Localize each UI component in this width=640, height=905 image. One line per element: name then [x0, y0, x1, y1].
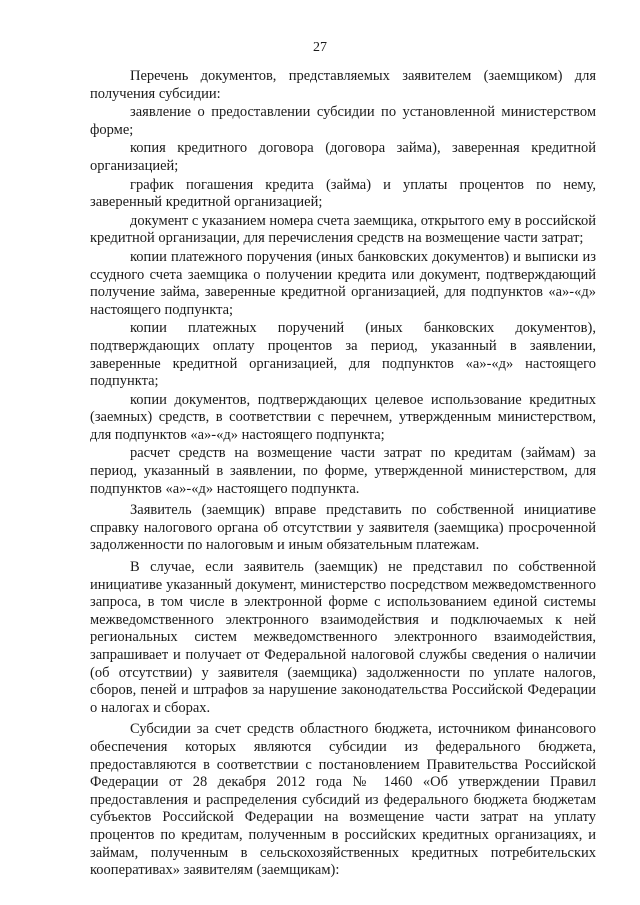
paragraph-payment-order-copies: копии платежного поручения (иных банковских документов) и выписки из ссудного счета заемщика о получении кредита или документ, подтверждающий получение займа, заверенные кредитной организацией, для подпунктов «а»-«д» настоящего подпункта;: [90, 248, 596, 318]
paragraph-credit-agreement-copy: копия кредитного договора (договора займа), заверенная кредитной организацией;: [90, 140, 596, 174]
paragraph-repayment-schedule: график погашения кредита (займа) и уплаты процентов по нему, заверенный кредитной организацией;: [90, 176, 596, 211]
paragraph-target-use-documents: копии документов, подтверждающих целевое использование кредитных (заемных) средств, в соответствии с перечнем, утвержденным министерством, для подпунктов «а»-«д» настоящего подпункта;: [90, 391, 596, 443]
paragraph-tax-certificate: Заявитель (заемщик) вправе представить по собственной инициативе справку налогового органа об отсутствии у заявителя (заемщика) просроченной задолженности по налоговым и иным обязательным платежам.: [90, 502, 596, 554]
paragraph-cost-calculation: расчет средств на возмещение части затрат по кредитам (займам) за период, указанный в заявлении, по форме, утвержденной министерством, для подпунктов «а»-«д» настоящего подпункта.: [90, 445, 596, 497]
paragraph-application: заявление о предоставлении субсидии по установленной министерством форме;: [90, 104, 596, 138]
paragraph-documents-list-intro: Перечень документов, представляемых заявителем (заемщиком) для получения субсидии:: [90, 68, 596, 102]
paragraph-account-document: документ с указанием номера счета заемщика, открытого ему в российской кредитной организации, для перечисления средств на возмещение части затрат;: [90, 212, 596, 247]
paragraph-interagency-request: В случае, если заявитель (заемщик) не представил по собственной инициативе указанный документ, министерство посредством межведомственного запроса, в том числе в электронной форме с использованием единой системы межведомственного электронного взаимодействия и подключаемых к ней региональных систем межведомственного электронного взаимодействия, запрашивает и получает от Федеральной налоговой службы сведения о наличии (об отсутствии) у заявителя (заемщика) задолженности по уплате налогов, сборов, пеней и штрафов за нарушение законодательства Российской Федерации о налогах и сборах.: [90, 559, 596, 716]
page-number: 27: [313, 40, 327, 55]
document-body: [90, 68, 596, 881]
paragraph-interest-payment-copies: копии платежных поручений (иных банковских документов), подтверждающих оплату процентов за период, указанный в заявлении, заверенные кредитной организацией, для подпунктов «а»-«д» настоящего подпункта;: [90, 320, 596, 390]
paragraph-federal-subsidies: Субсидии за счет средств областного бюджета, источником финансового обеспечения которых являются субсидии из федерального бюджета, предоставляются в соответствии с постановлением Правительства Российской Федерации от 28 декабря 2012 года № 1460 «Об утверждении Правил предоставления и распределения субсидий из федерального бюджета бюджетам субъектов Российской Федерации на возмещение части затрат на уплату процентов по кредитам, полученным в российских кредитных организациях, и займам, полученным в сельскохозяйственных кредитных потребительских кооперативах» заявителям (заемщикам):: [90, 721, 596, 879]
